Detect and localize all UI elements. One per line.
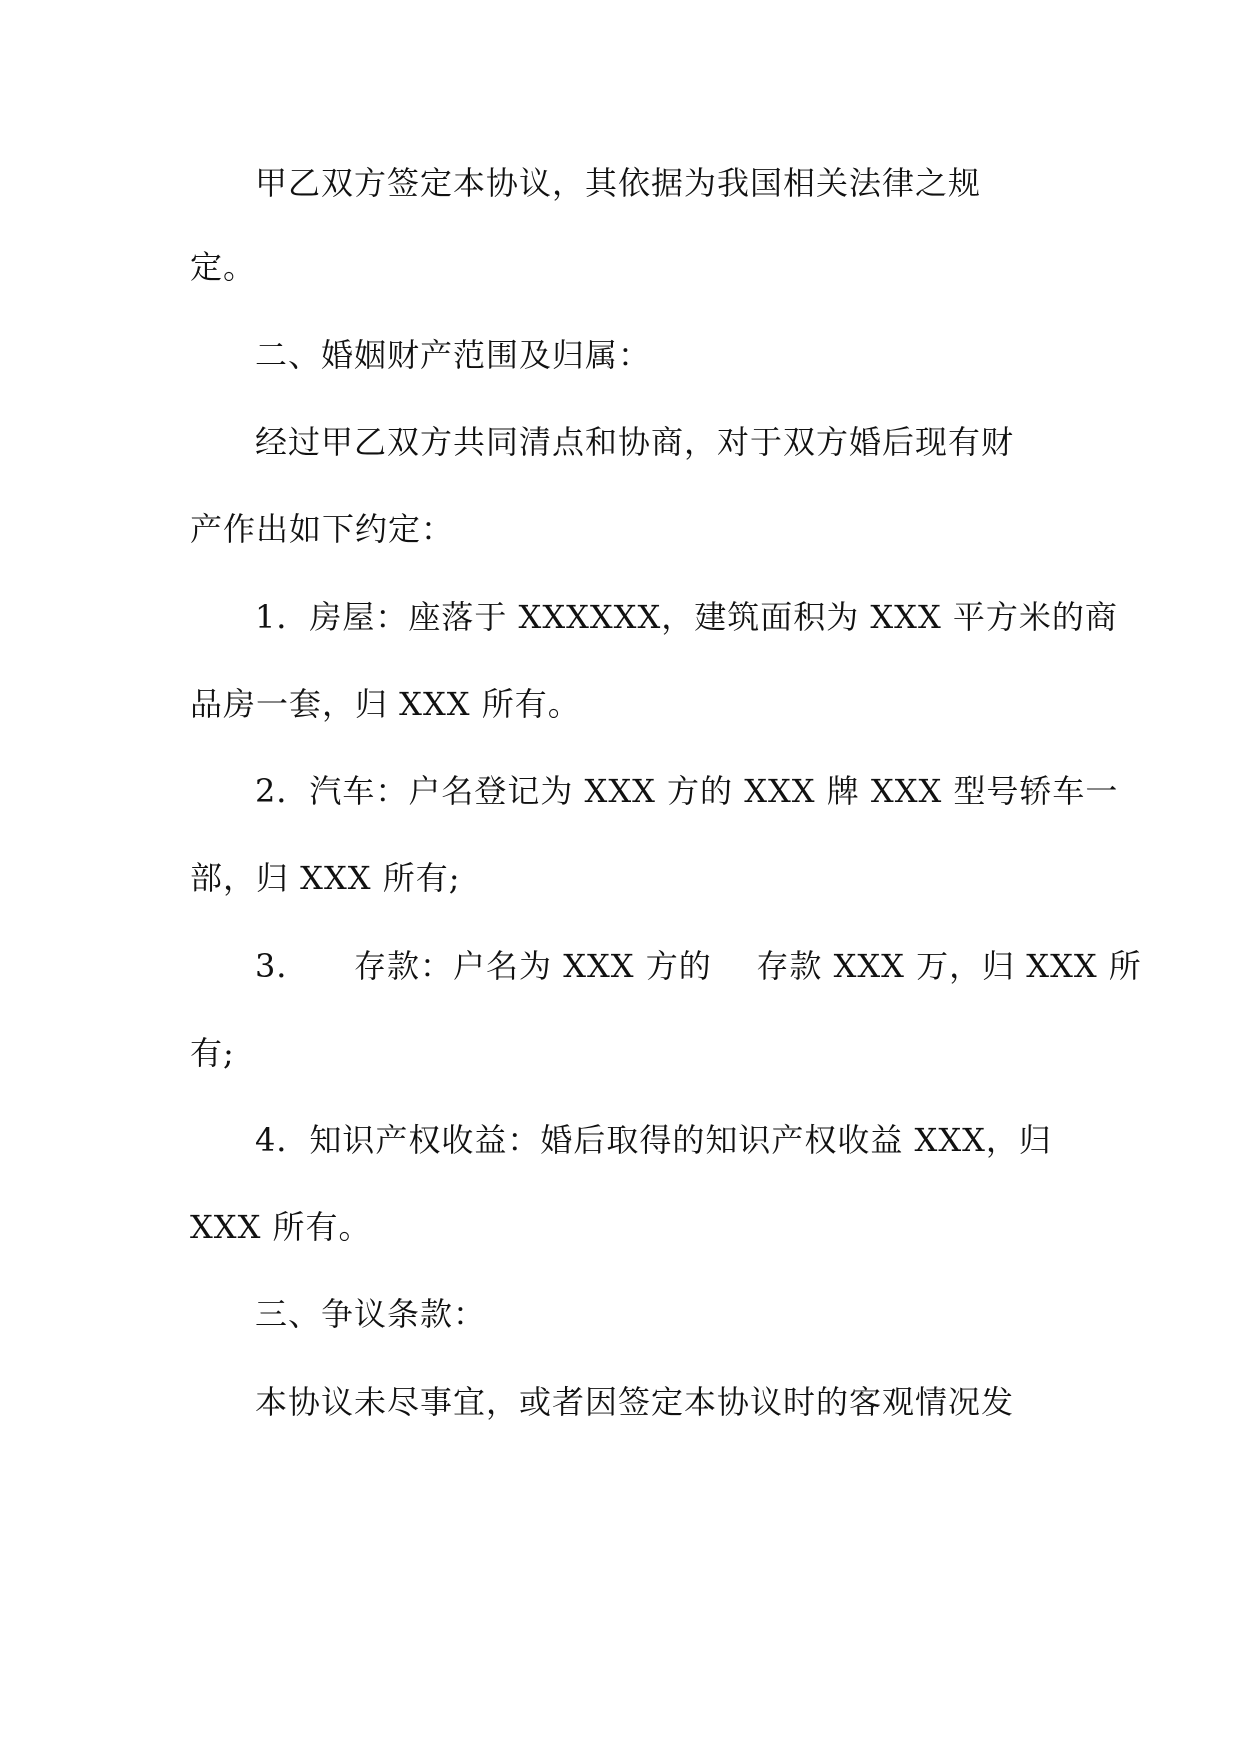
paragraph-line: 部，归 XXX 所有;	[190, 859, 461, 897]
list-item-ip-income: 4．知识产权收益：婚后取得的知识产权收益 XXX，归	[255, 1121, 1052, 1159]
paragraph-line: 产作出如下约定：	[190, 510, 455, 548]
paragraph-line: XXX 所有。	[190, 1208, 372, 1246]
section-heading: 二、婚姻财产范围及归属：	[255, 336, 652, 374]
paragraph-line: 定。	[190, 248, 257, 286]
paragraph-line: 甲乙双方签定本协议，其依据为我国相关法律之规	[255, 164, 982, 202]
list-item-house: 1．房屋：座落于 XXXXXX，建筑面积为 XXX 平方米的商	[255, 598, 1118, 636]
paragraph-line: 经过甲乙双方共同清点和协商，对于双方婚后现有财	[255, 423, 1015, 461]
list-item-car: 2．汽车：户名登记为 XXX 方的 XXX 牌 XXX 型号轿车一	[255, 772, 1119, 810]
paragraph-line: 本协议未尽事宜，或者因签定本协议时的客观情况发	[255, 1383, 1015, 1421]
section-heading: 三、争议条款：	[255, 1295, 487, 1333]
paragraph-line: 品房一套，归 XXX 所有。	[190, 685, 581, 723]
list-item-deposit: 3． 存款：户名为 XXX 方的 存款 XXX 万，归 XXX 所	[255, 947, 1142, 985]
paragraph-line: 有;	[190, 1034, 235, 1072]
